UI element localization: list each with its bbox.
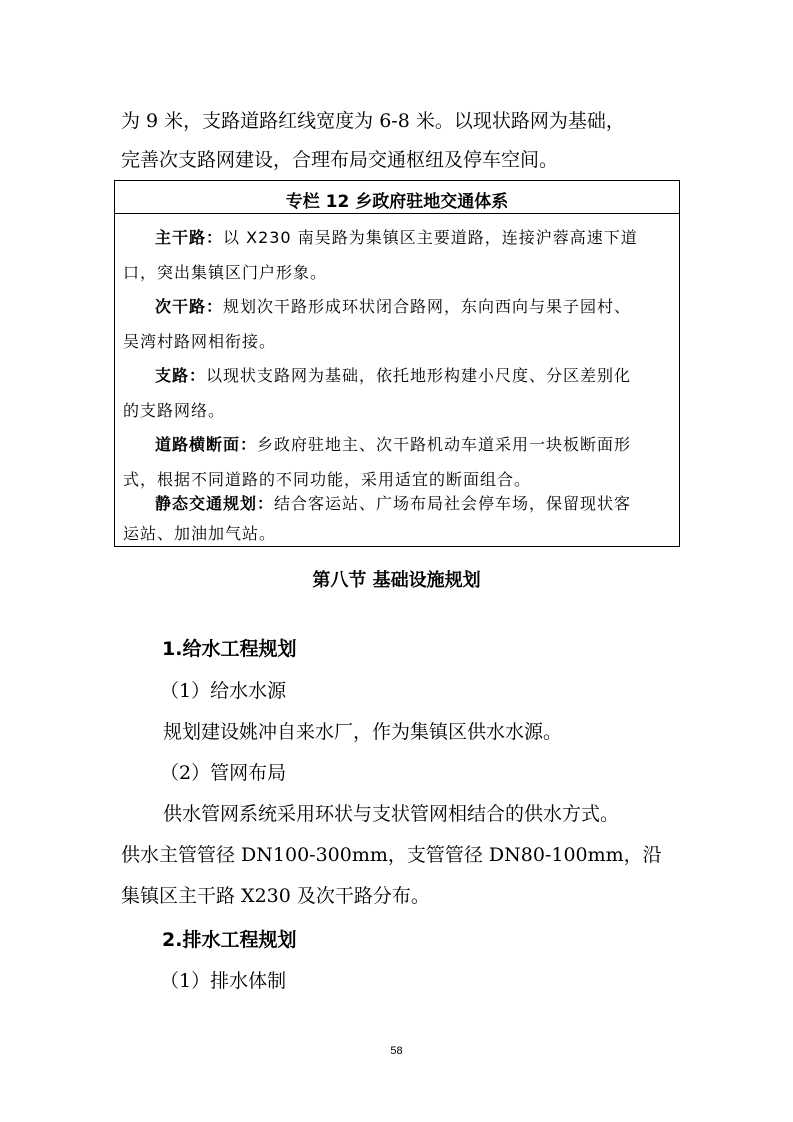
box-item-secondary-road — [155, 294, 631, 317]
intro-line-2: 完善次支路网建设，合理布局交通枢纽及停车空间。 — [121, 149, 559, 171]
subheading-water-source: （1）给水水源 — [160, 680, 287, 702]
box-item-label: 道路横断面： — [155, 435, 258, 454]
box-item-static-traffic-cont: 运站、加油加气站。 — [123, 524, 277, 543]
box-item-branch-road-cont: 的支路网络。 — [123, 401, 226, 420]
box-item-label: 支路： — [155, 366, 207, 385]
box-item-main-road — [155, 225, 638, 248]
paragraph-pipe-network-2: 供水主管管径 DN100-300mm，支管管径 DN80-100mm，沿 — [121, 844, 662, 866]
box-item-branch-road — [155, 363, 631, 386]
box-item-text: 规划次干路形成环状闭合路网，东向西向与果子园村、 — [223, 297, 632, 316]
box-item-static-traffic — [155, 491, 631, 514]
box-item-label: 主干路： — [155, 228, 224, 247]
paragraph-water-source: 规划建设姚冲自来水厂，作为集镇区供水水源。 — [163, 721, 563, 743]
box-item-cross-section-cont: 式，根据不同道路的不同功能，采用适宜的断面组合。 — [123, 470, 532, 489]
heading-water-supply: 1.给水工程规划 — [162, 638, 297, 660]
column-box-title: 专栏 12 乡政府驻地交通体系 — [285, 192, 509, 212]
page-number: 58 — [390, 1045, 403, 1057]
box-item-label: 静态交通规划： — [155, 494, 275, 513]
intro-line-1: 为 9 米，支路道路红线宽度为 6-8 米。以现状路网为基础， — [121, 110, 625, 132]
heading-drainage: 2.排水工程规划 — [162, 929, 297, 951]
box-item-text: 以 X230 南吴路为集镇区主要道路，连接沪蓉高速下道 — [223, 228, 638, 247]
box-item-main-road-cont: 口，突出集镇区门户形象。 — [123, 263, 328, 282]
box-item-secondary-road-cont: 吴湾村路网相衔接。 — [123, 332, 277, 351]
paragraph-pipe-network-1: 供水管网系统采用环状与支状管网相结合的供水方式。 — [163, 803, 620, 825]
subheading-drainage-system: （1）排水体制 — [160, 970, 287, 992]
box-item-cross-section — [155, 432, 631, 455]
box-item-label: 次干路： — [155, 297, 224, 316]
subheading-pipe-network: （2）管网布局 — [160, 762, 287, 784]
column-box — [114, 180, 680, 547]
section-title: 第八节 基础设施规划 — [312, 570, 481, 591]
box-item-text: 乡政府驻地主、次干路机动车道采用一块板断面形 — [257, 435, 632, 454]
box-item-text: 以现状支路网为基础，依托地形构建小尺度、分区差别化 — [206, 366, 632, 385]
paragraph-pipe-network-3: 集镇区主干路 X230 及次干路分布。 — [121, 885, 430, 907]
column-box-header — [115, 181, 679, 214]
box-item-text: 结合客运站、广场布局社会停车场，保留现状客 — [274, 494, 632, 513]
